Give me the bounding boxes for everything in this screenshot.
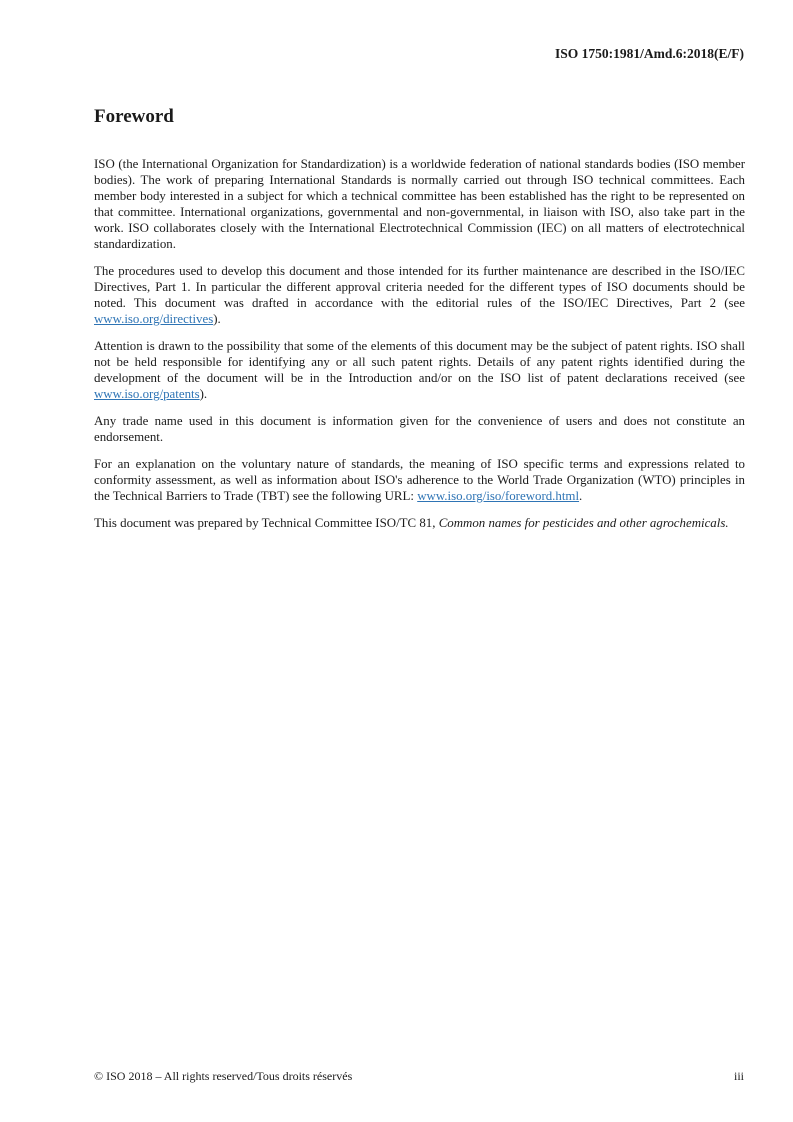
copyright-notice: © ISO 2018 – All rights reserved/Tous droits réservés [94,1069,353,1083]
paragraph: Attention is drawn to the possibility that some of the elements of this document may be the subject of patent rights. ISO shall not be held responsible for identifying any or all such patent rights. Details of any patent rights identified during the development of the document will be in the Introduction and/or on the ISO list of patent declarations received (see www.iso.org/patents). [94,339,745,401]
paragraph: For an explanation on the voluntary nature of standards, the meaning of ISO specific terms and expressions related to conformity assessment, as well as information about ISO's adherence to the World Trade Organization (WTO) principles in the Technical Barriers to Trade (TBT) see the following URL: www.iso.org/iso/foreword.html. [94,457,745,503]
paragraph: Any trade name used in this document is information given for the convenience of users and does not constitute an endorsement. [94,414,745,444]
hyperlink[interactable]: www.iso.org/patents [94,387,200,401]
paragraph: This document was prepared by Technical Committee ISO/TC 81, Common names for pesticides and other agrochemicals. [94,516,729,530]
foreword-section [94,106,745,542]
foreword-paragraphs [94,156,745,531]
italic-text: Common names for pesticides and other agrochemicals. [438,516,729,530]
paragraph: ISO (the International Organization for Standardization) is a worldwide federation of national standards bodies (ISO member bodies). The work of preparing International Standards is normally carried out through ISO technical committees. Each member body interested in a subject for which a technical committee has been established has the right to be represented on that committee. International organizations, governmental and non-governmental, in liaison with ISO, also take part in the work. ISO collaborates closely with the International Electrotechnical Commission (IEC) on all matters of electrotechnical standardization. [94,157,745,251]
document-reference-header: ISO 1750:1981/Amd.6:2018(E/F) [555,46,744,61]
page-number: iii [733,1069,744,1083]
page-footer [94,1069,744,1084]
hyperlink[interactable]: www.iso.org/iso/foreword.html [417,489,580,503]
hyperlink[interactable]: www.iso.org/directives [94,312,214,326]
paragraph: The procedures used to develop this document and those intended for its further maintenance are described in the ISO/IEC Directives, Part 1. In particular the different approval criteria needed for the different types of ISO documents should be noted. This document was drafted in accordance with the editorial rules of the ISO/IEC Directives, Part 2 (see www.iso.org/directives). [94,264,745,326]
page-title: Foreword [94,106,174,127]
